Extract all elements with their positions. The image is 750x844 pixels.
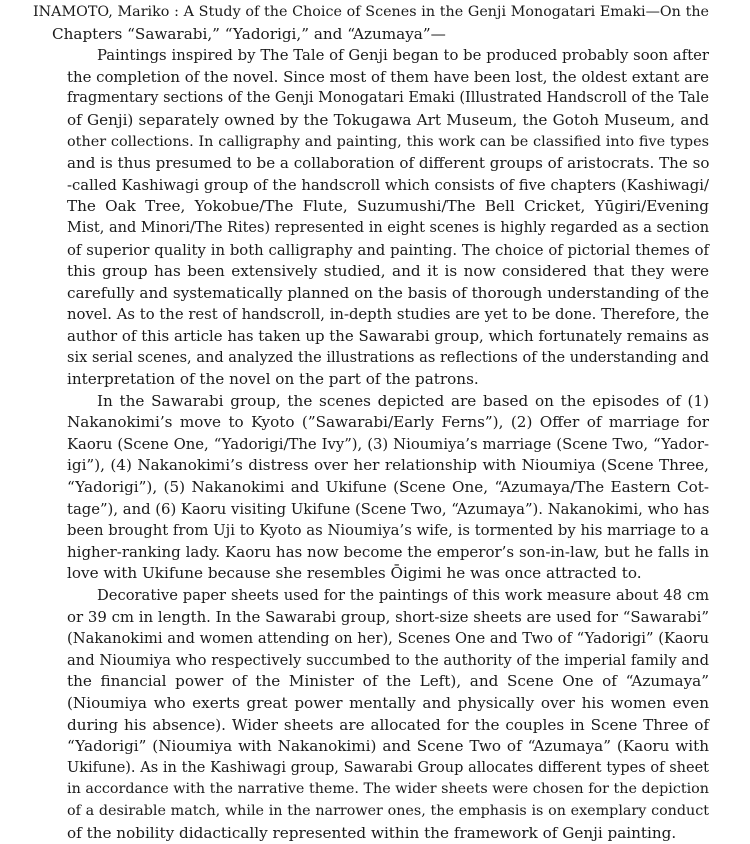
paragraph-line: the financial power of the Minister of the Left), and Scene One of “Azumaya” bbox=[67, 672, 709, 691]
paragraph-line: novel. As to the rest of handscroll, in-depth studies are yet to be done. Therefore, the bbox=[67, 306, 709, 324]
paragraph-line: In the Sawarabi group, the scenes depicted are based on the episodes of (1) bbox=[97, 391, 709, 410]
title-line: Chapters “Sawarabi,” “Yadorigi,” and “Azumaya”— bbox=[52, 24, 446, 43]
paragraph-line: “Yadorigi”), (5) Nakanokimi and Ukifune (Scene One, “Azumaya/The Eastern Cot- bbox=[67, 478, 709, 497]
title-line: INAMOTO, Mariko : A Study of the Choice of Scenes in the Genji Monogatari Emaki—On the bbox=[33, 4, 709, 20]
paragraph-line: Ukifune). As in the Kashiwagi group, Sawarabi Group allocates different types of sheet bbox=[67, 759, 709, 776]
paragraph-line: of Genji) separately owned by the Tokugawa Art Museum, the Gotoh Museum, and bbox=[67, 110, 709, 129]
paragraph-line: (Nakanokimi and women attending on her), Scenes One and Two of “Yadorigi” (Kaoru bbox=[67, 630, 709, 648]
paragraph-line: interpretation of the novel on the part of the patrons. bbox=[67, 370, 479, 389]
document-page bbox=[0, 2, 750, 844]
paragraph-line: other collections. In calligraphy and painting, this work can be classified into five types bbox=[67, 133, 709, 150]
paragraph-line: and Nioumiya who respectively succumbed to the authority of the imperial family and bbox=[67, 651, 709, 669]
paragraph-1 bbox=[0, 45, 750, 391]
paragraph-line: in accordance with the narrative theme. The wider sheets were chosen for the depiction bbox=[67, 781, 709, 798]
paragraph-line: author of this article has taken up the Sawarabi group, which fortunately remains as bbox=[67, 326, 709, 345]
paragraph-2 bbox=[0, 391, 750, 585]
paragraph-line: Paintings inspired by The Tale of Genji began to be produced probably soon after bbox=[97, 47, 709, 65]
paragraph-line: “Yadorigi” (Nioumiya with Nakanokimi) and Scene Two of “Azumaya” (Kaoru with bbox=[67, 737, 709, 756]
paragraph-line: fragmentary sections of the Genji Monogatari Emaki (Illustrated Handscroll of the Tale bbox=[67, 90, 709, 107]
paragraph-line: love with Ukifune because she resembles Ōigimi he was once attracted to. bbox=[67, 564, 642, 583]
paragraph-line: of a desirable match, while in the narrower ones, the emphasis is on exemplary conduct bbox=[67, 802, 709, 819]
paragraph-3 bbox=[0, 585, 750, 844]
paragraph-line: (Nioumiya who exerts great power mentally and physically over his women even bbox=[67, 694, 709, 712]
paragraph-line: Nakanokimi’s move to Kyoto (”Sawarabi/Early Ferns”), (2) Offer of marriage for bbox=[67, 413, 709, 432]
paragraph-line: Kaoru (Scene One, “Yadorigi/The Ivy”), (3) Nioumiya’s marriage (Scene Two, “Yador- bbox=[67, 435, 709, 453]
paragraph-line: -called Kashiwagi group of the handscroll which consists of five chapters (Kashiwagi/ bbox=[67, 176, 709, 194]
article-title bbox=[0, 2, 750, 45]
paragraph-line: during his absence). Wider sheets are allocated for the couples in Scene Three of bbox=[67, 715, 709, 734]
paragraph-line: the completion of the novel. Since most of them have been lost, the oldest extant are bbox=[67, 67, 709, 86]
paragraph-line: The Oak Tree, Yokobue/The Flute, Suzumushi/The Bell Cricket, Yūgiri/Evening bbox=[67, 197, 709, 216]
paragraph-line: igi”), (4) Nakanokimi’s distress over her relationship with Nioumiya (Scene Three, bbox=[67, 456, 709, 475]
paragraph-line: Mist, and Minori/The Rites) represented in eight scenes is highly regarded as a section bbox=[67, 219, 710, 236]
paragraph-line: this group has been extensively studied, and it is now considered that they were bbox=[67, 262, 709, 281]
paragraph-line: Decorative paper sheets used for the paintings of this work measure about 48 cm bbox=[97, 587, 709, 605]
paragraph-line: and is thus presumed to be a collaboration of different groups of aristocrats. The so bbox=[67, 154, 710, 173]
paragraph-line: higher-ranking lady. Kaoru has now become the emperor’s son-in-law, but he falls in bbox=[67, 542, 709, 561]
paragraph-line: been brought from Uji to Kyoto as Nioumiya’s wife, is tormented by his marriage to a bbox=[67, 522, 709, 540]
paragraph-line: of superior quality in both calligraphy and painting. The choice of pictorial themes of bbox=[67, 241, 709, 259]
paragraph-line: tage”), and (6) Kaoru visiting Ukifune (Scene Two, “Azumaya”). Nakanokimi, who has bbox=[67, 500, 710, 518]
paragraph-line: carefully and systematically planned on the basis of thorough understanding of the bbox=[67, 283, 709, 302]
paragraph-line: of the nobility didactically represented within the framework of Genji painting. bbox=[67, 823, 677, 842]
paragraph-line: six serial scenes, and analyzed the illustrations as reflections of the understanding and bbox=[67, 349, 709, 366]
paragraph-line: or 39 cm in length. In the Sawarabi group, short-size sheets are used for “Sawarabi” bbox=[67, 607, 709, 626]
